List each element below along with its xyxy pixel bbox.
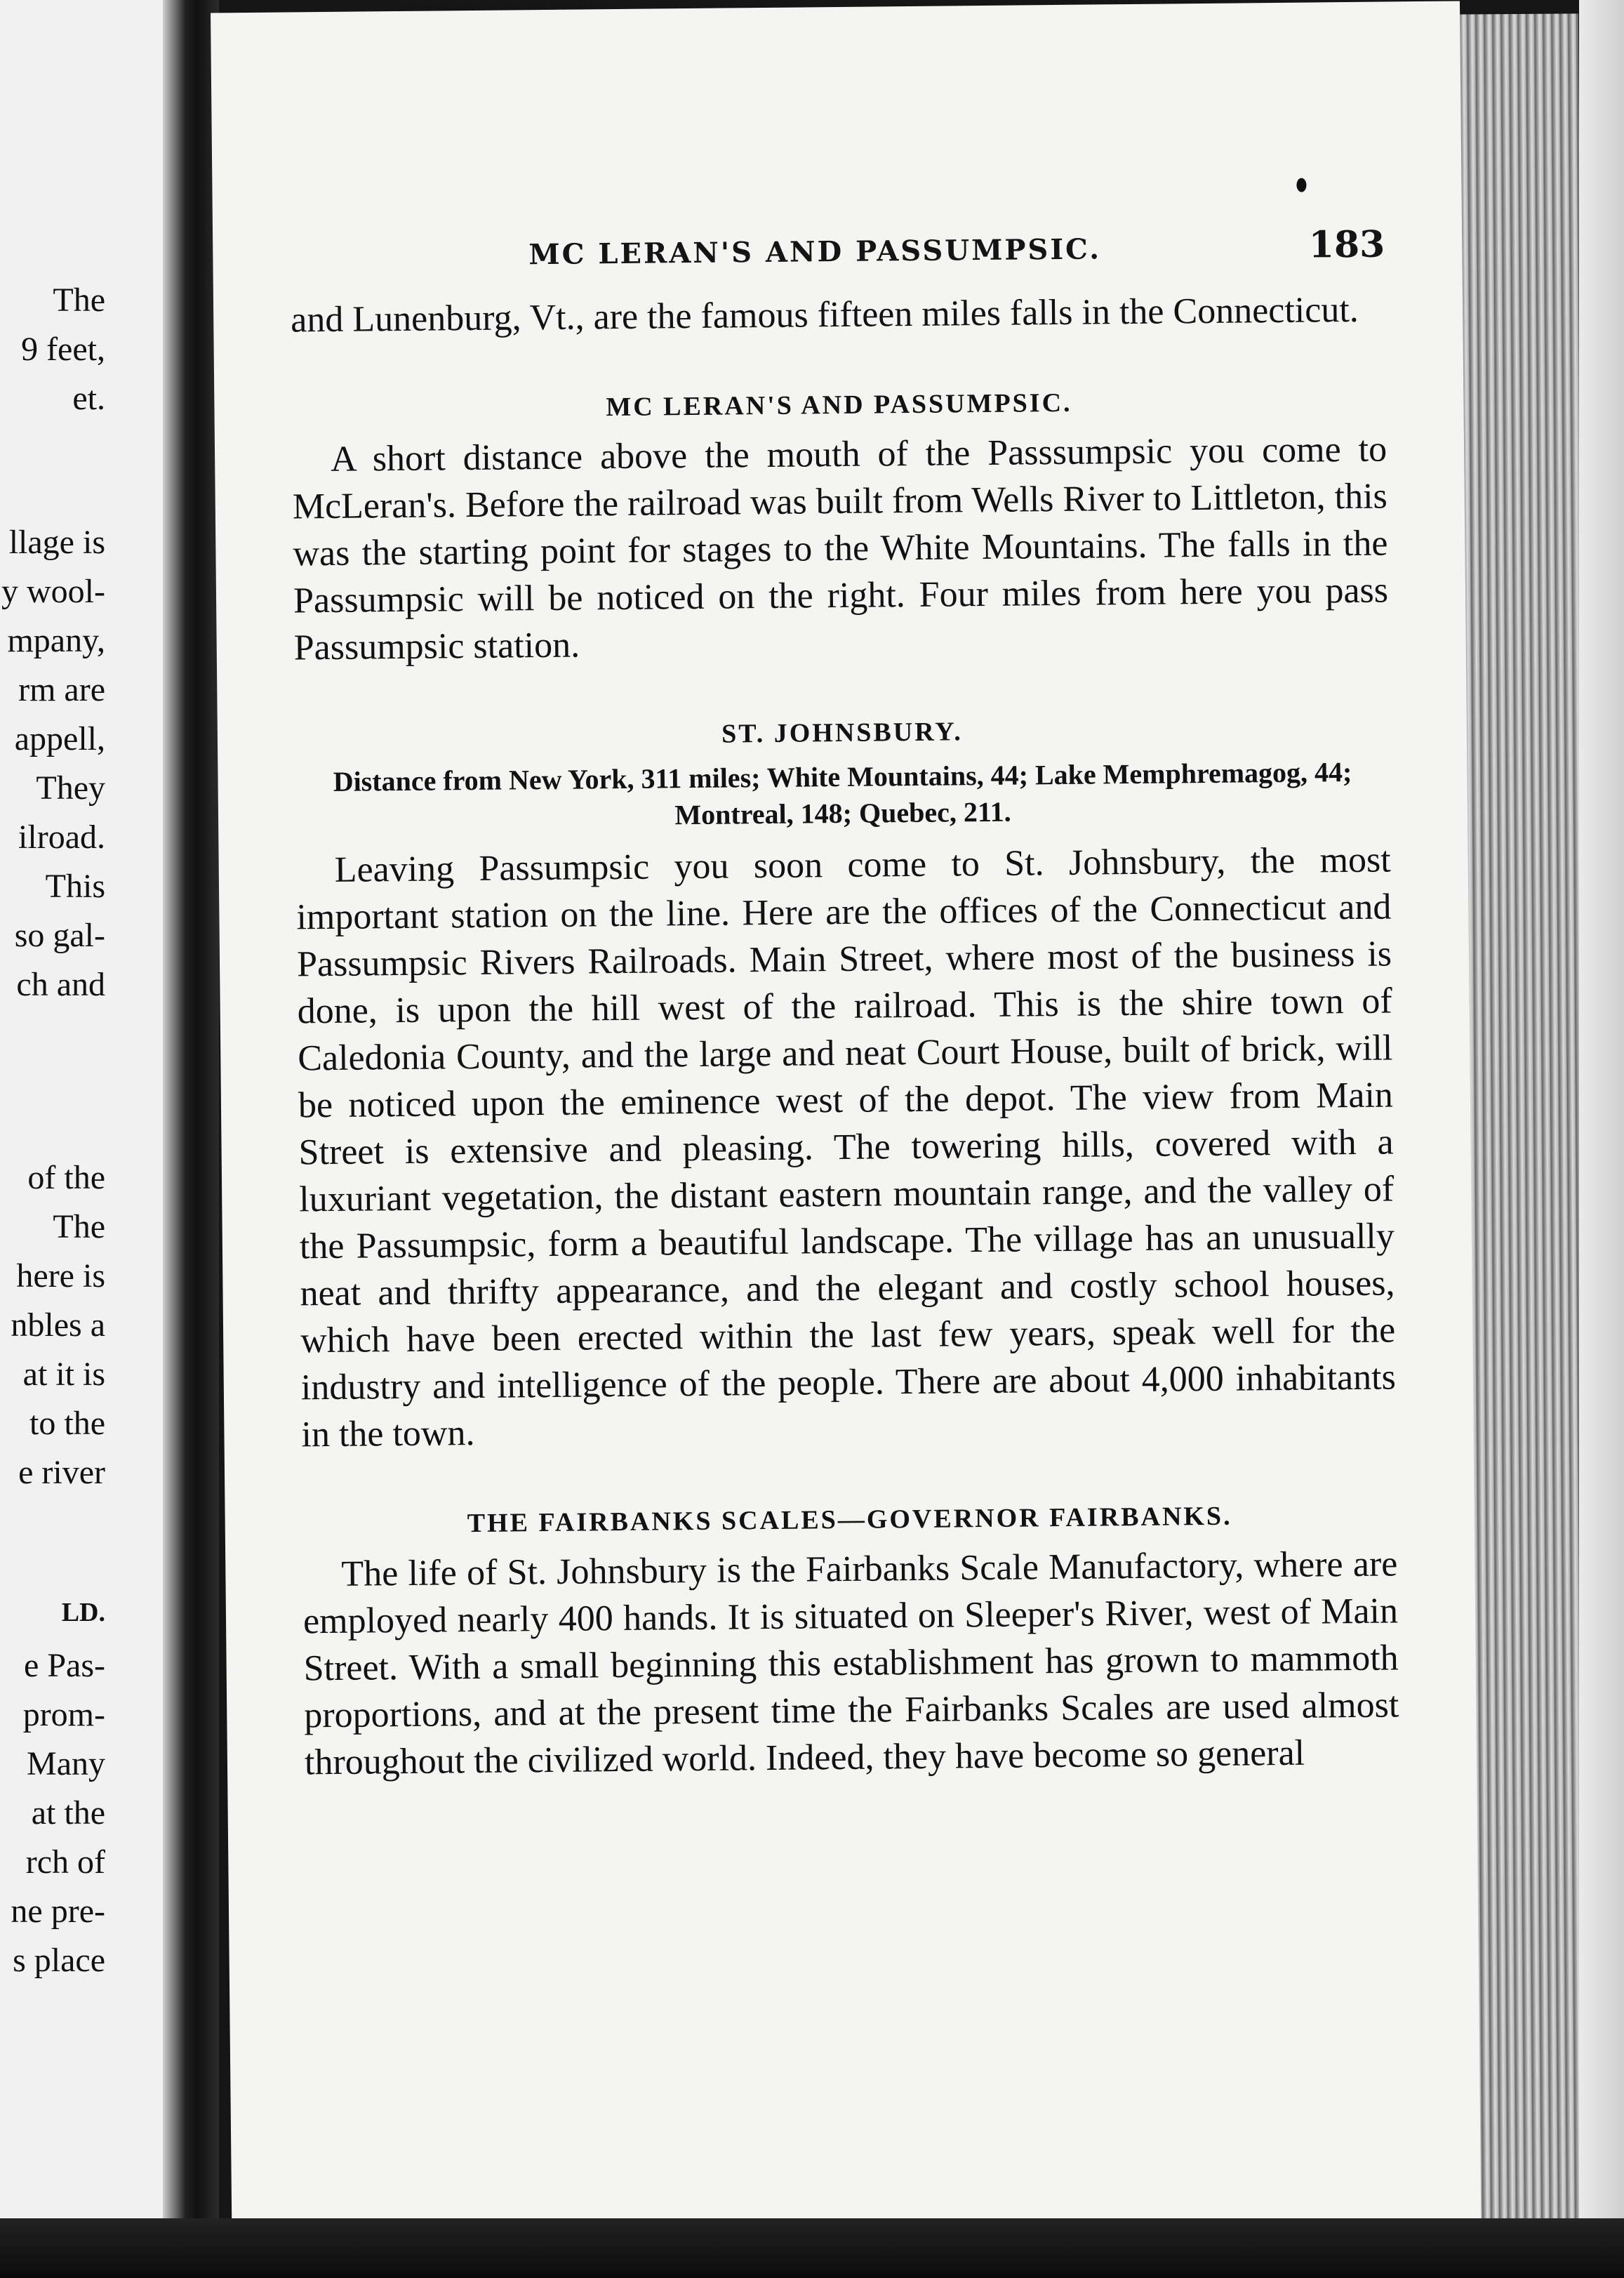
left-page-fragment: llage is — [8, 524, 105, 561]
left-page-fragment: ilroad. — [18, 819, 105, 856]
left-page-fragment: et. — [72, 380, 105, 417]
left-facing-page — [0, 0, 175, 2232]
left-page-fragment: at the — [31, 1794, 105, 1832]
section-heading-mcleran: MC LERAN'S AND PASSUMPSIC. — [606, 388, 1072, 423]
left-page-fragment: ch and — [16, 966, 105, 1003]
left-page-fragment: here is — [16, 1257, 105, 1294]
left-page-fragment: nbles a — [11, 1306, 105, 1344]
left-page-fragment: so gal- — [14, 917, 105, 954]
left-page-fragment: of the — [27, 1159, 105, 1196]
page-body — [291, 286, 1399, 1786]
left-page-fragment: rm are — [18, 671, 105, 708]
right-margin-strip — [1579, 0, 1624, 2278]
left-page-fragment: e Pas- — [24, 1647, 105, 1684]
left-page-fragment: appell, — [14, 720, 105, 757]
left-page-fragment: at it is — [22, 1356, 105, 1393]
distance-note: Distance from New York, 311 miles; White Mountains, 44; Lake Memphremagog, 44; Montreal, 148; Quebec, 211. — [333, 755, 1352, 831]
section-heading-fairbanks: THE FAIRBANKS SCALES—GOVERNOR FAIRBANKS. — [467, 1501, 1232, 1539]
paragraph-st-johnsbury: Leaving Passumpsic you soon come to St. Johnsbury, the most important station on the line. Here are the offices of the Connecticut and Passumpsic Rivers Railroads. Main Street, where most of the business is done, is upon the hill west of the railroad. This is the shire town of Caledonia County, and the large and neat Court House, built of brick, will be noticed upon the eminence west of the depot. The view from Main Street is extensive and pleasing. The towering hills, covered with a luxuriant vegetation, the distant eastern mountain range, and the valley of the Passumpsic, form a beautiful landscape. The village has an unusually neat and thrifty appearance, and the elegant and costly school houses, which have been erected within the last few years, speak well for the industry and intelligence of the people. There are about 4,000 inhabitants in the town. — [296, 840, 1397, 1455]
running-head — [290, 223, 1385, 275]
section-heading-st-johnsbury: ST. JOHNSBURY. — [721, 717, 963, 749]
left-page-fragment: ne pre- — [11, 1893, 105, 1930]
left-page-fragment: The — [53, 282, 105, 319]
paragraph-mcleran: A short distance above the mouth of the Passsumpsic you come to McLeran's. Before the railroad was built from Wells River to Littleton, this was the starting point for stages to the White Mountains. The falls in the Passumpsic will be noticed on the right. Four miles from here you pass Passumpsic station. — [292, 429, 1389, 668]
continuation-paragraph: and Lunenburg, Vt., are the famous fifteen miles falls in the Connecticut. — [290, 289, 1359, 340]
left-page-fragment: s place — [13, 1942, 105, 1979]
left-page-fragment: e river — [18, 1454, 105, 1491]
ink-dot — [1296, 178, 1306, 192]
left-page-fragment: rch of — [25, 1843, 105, 1881]
left-page-fragment: mpany, — [7, 622, 105, 659]
running-title: MC LERAN'S AND PASSUMPSIC. — [528, 232, 1102, 272]
left-page-fragment: prom- — [22, 1696, 105, 1733]
left-page-fragment: 9 feet, — [21, 331, 105, 368]
bottom-shadow — [0, 2218, 1624, 2278]
left-page-fragment: Many — [27, 1745, 105, 1782]
left-page-fragment: The — [53, 1208, 105, 1245]
page-number: 183 — [1308, 223, 1385, 267]
left-page-fragment: y wool- — [1, 573, 105, 610]
left-page-fragment: to the — [29, 1405, 105, 1442]
book-gutter — [163, 0, 219, 2278]
left-page-fragment: This — [45, 868, 105, 905]
left-page-fragment: They — [36, 769, 105, 807]
left-page-fragment: LD. — [61, 1598, 105, 1627]
main-page — [211, 1, 1481, 2238]
paragraph-fairbanks: The life of St. Johnsbury is the Fairbanks Scale Manufactory, where are employed nearly 400 hands. It is situated on Sleeper's River, west of Main Street. With a small beginning this establishment has grown to mammoth proportions, and at the present time the Fairbanks Scales are used almost throughout the civilized world. Indeed, they have become so general — [302, 1544, 1399, 1783]
